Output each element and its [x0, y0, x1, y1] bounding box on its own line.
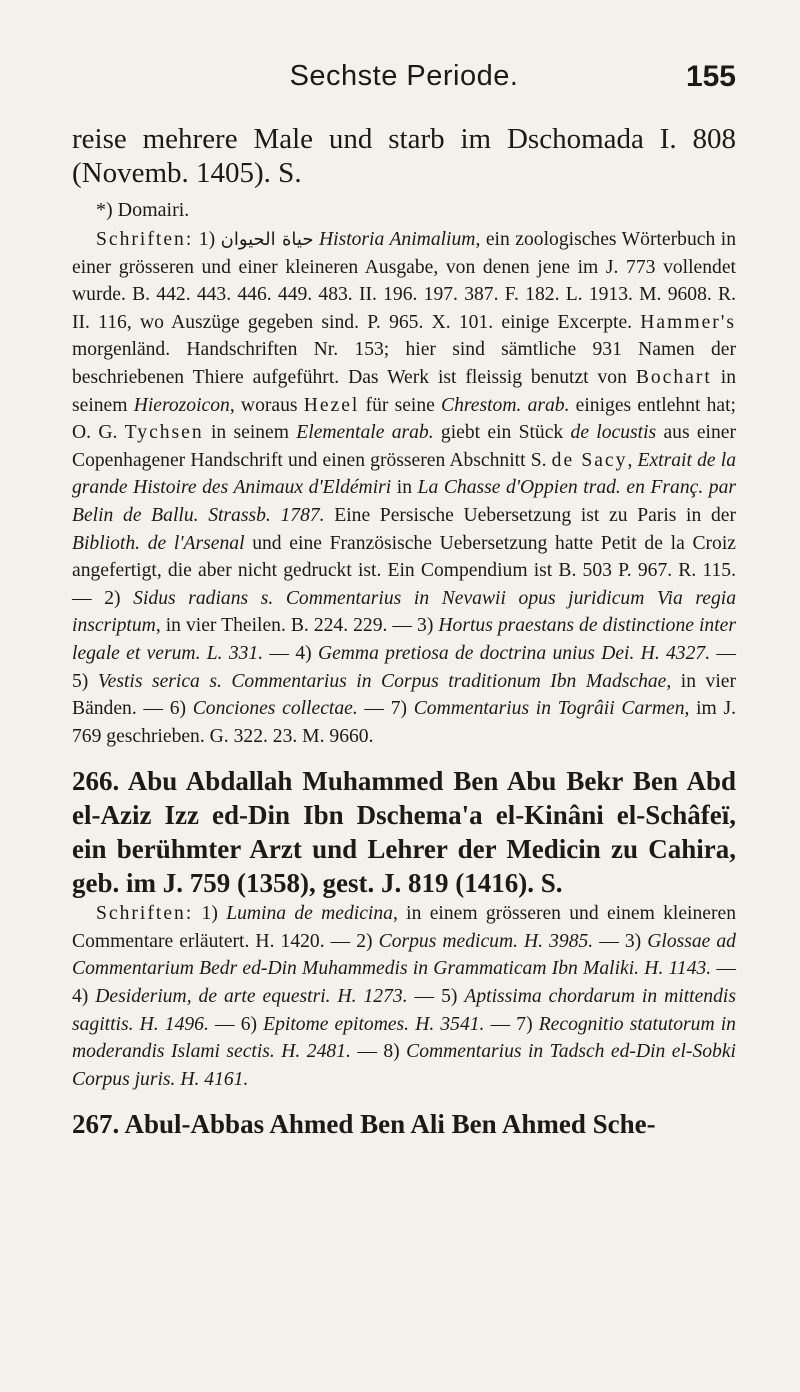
page-number: 155 — [685, 60, 736, 93]
schriften-label: Schriften: — [96, 229, 194, 250]
running-title: Sechste Periode. — [289, 60, 519, 92]
paragraph-schriften-1: Schriften: 1) حياة الحيوان Historia Animalium, ein zoologisches Wörterbuch in einer grösseren und einer kleineren Ausgabe, von denen jene im J. 773 vollendet wurde. B. 442. 443. 446. 449. 483. II. 196. 197. 387. F. 182. L. 1913. M. 9608. R. II. 116, wo Auszüge gegeben sind. P. 965. X. 101. einige Excerpte. Hammer's morgenländ. Handschriften Nr. 153; hier sind sämtliche 931 Namen der beschriebenen Thiere aufgeführt. Das Werk ist fleissig benutzt von Bochart in seinem Hierozoicon, woraus Hezel für seine Chrestom. arab. einiges entlehnt hat; O. G. Tychsen in seinem Elementale arab. giebt ein Stück de locustis aus einer Copenhagener Handschrift und einen grösseren Abschnitt S. de Sacy, Extrait de la grande Histoire des Animaux d'Eldémiri in La Chasse d'Oppien trad. en Franç. par Belin de Ballu. Strassb. 1787. Eine Persische Uebersetzung ist zu Paris in der Biblioth. de l'Arsenal und eine Französische Uebersetzung hatte Petit de la Croiz angefertigt, die aber nicht gedruckt ist. Ein Compendium ist B. 503 P. 967. R. 115. — 2) Sidus radians s. Commentarius in Nevawii opus juridicum Via regia inscriptum, in vier Theilen. B. 224. 229. — 3) Hortus praestans de distinctione inter legale et verum. L. 331. — 4) Gemma pretiosa de doctrina unius Dei. H. 4327. — 5) Vestis serica s. Commentarius in Corpus traditionum Ibn Madschae, in vier Bänden. — 6) Conciones collectae. — 7) Commentarius in Togrâii Carmen, im J. 769 geschrieben. G. 322. 23. M. 9660. — [72, 229, 737, 747]
entry-266-name: Abu Abdallah Muhammed Ben Abu Bekr Ben Abd el-Aziz Izz ed-Din Ibn Dschema'a el-Kinâni el-Schâfeï, — [72, 766, 736, 831]
paragraph-schriften-2: Schriften: 1) Lumina de medicina, in einem grösseren und einem kleineren Commentare erläutert. H. 1420. — 2) Corpus medicum. H. 3985. — 3) Glossae ad Commentarium Bedr ed-Din Muhammedis in Grammaticam Ibn Maliki. H. 1143. — 4) Desiderium, de arte equestri. H. 1273. — 5) Aptissima chordarum in mittendis sagittis. H. 1496. — 6) Epitome epitomes. H. 3541. — 7) Recognitio statutorum in moderandis Islami sectis. H. 2481. — 8) Commentarius in Tadsch ed-Din el-Sobki Corpus juris. H. 4161. — [72, 903, 737, 1090]
entry-266-description: ein berühmter Arzt und Lehrer der Medicin zu Cahira, geb. im J. 759 (1358), gest. J. 819 (1416). S. — [72, 834, 736, 899]
footnote: *) Domairi. — [96, 199, 190, 221]
arabic-title: حياة الحيوان — [220, 229, 314, 250]
entry-266-heading — [72, 764, 736, 900]
running-head — [72, 60, 736, 100]
entry-266-number: 266. — [72, 766, 120, 797]
schriften-label-2: Schriften: — [96, 903, 194, 925]
paragraph-continuation: reise mehrere Male und starb im Dschomada I. 808 (Novemb. 1405). S. — [72, 123, 736, 189]
entry-267-heading: 267. Abul-Abbas Ahmed Ben Ali Ben Ahmed Sche- — [72, 1109, 656, 1140]
page-body — [72, 122, 736, 1141]
